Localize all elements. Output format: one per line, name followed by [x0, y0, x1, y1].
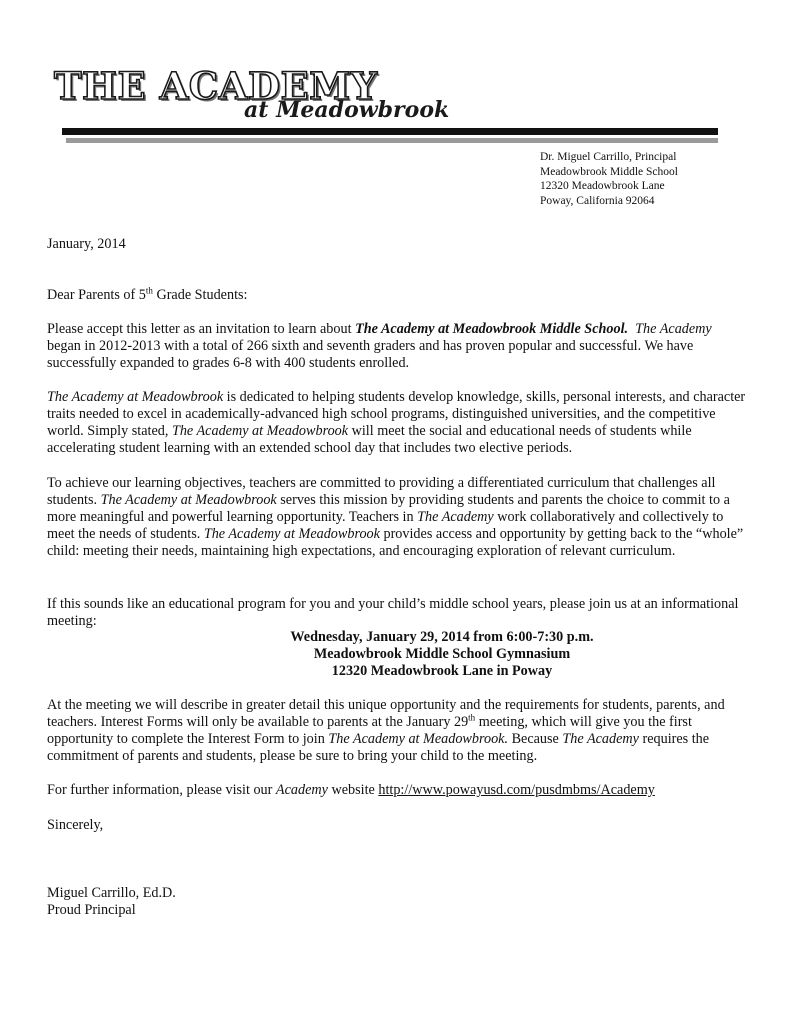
- p1-text-e: began in 2012-2013 with a total of 266 sixth and seventh graders and has proven popular and successful. We have successfully expanded to grades 6-8 with 400 students enrolled.: [47, 338, 694, 371]
- paragraph-mission: [47, 389, 747, 457]
- meeting-details: [47, 629, 791, 680]
- p1-academy-name: The Academy: [635, 321, 712, 337]
- p3-text-a: To achieve our learning objectives, teachers are committed to providing a differentiated curriculum that challenges all students.: [47, 475, 716, 508]
- p5-sup: th: [468, 712, 476, 723]
- p5-academy-name-c: The Academy at Meadowbrook.: [328, 731, 509, 747]
- letter-date: January, 2014: [47, 236, 126, 252]
- paragraph-invitation: If this sounds like an educational program for you and your child’s middle school years, please join us at an informational meeting:: [47, 596, 739, 629]
- p1-school-name: The Academy at Meadowbrook Middle School.: [355, 321, 629, 337]
- p3-academy-name-d: The Academy: [417, 509, 494, 525]
- academy-website-link[interactable]: http://www.powayusd.com/pusdmbms/Academy: [378, 782, 655, 798]
- p5-text-d: Because: [508, 731, 563, 747]
- p1-text-a: Please accept this letter as an invitation to learn about: [47, 321, 356, 337]
- paragraph-intro: [47, 321, 747, 372]
- paragraph-meeting-info: [47, 697, 747, 765]
- paragraph-objectives: [47, 475, 747, 560]
- p3-text-g: provides access and opportunity by getting back to the “whole” child: meeting their needs, maintaining high expectations, and encouraging exploration of relevant curriculum.: [47, 526, 744, 559]
- header-rule-thick: [62, 128, 718, 135]
- meeting-venue: Meadowbrook Middle School Gymnasium: [313, 646, 571, 662]
- p5-academy-name-e: The Academy: [562, 731, 639, 747]
- address-line-1: Dr. Miguel Carrillo, Principal: [540, 151, 677, 163]
- p2-text-d: will meet the social and educational needs of students while accelerating student learning with an extended school day that includes two elective periods.: [47, 423, 692, 456]
- salutation-sup: th: [145, 285, 153, 296]
- p5-text-a: At the meeting we will describe in greater detail this unique opportunity and the requirements for students, parents, and teachers. Interest Forms will only be available to parents at the January 29: [47, 697, 725, 730]
- meeting-date-time: Wednesday, January 29, 2014 from 6:00-7:30 p.m.: [290, 629, 594, 645]
- p3-academy-name-f: The Academy at Meadowbrook: [203, 526, 380, 542]
- p6-text-c: website: [327, 782, 379, 798]
- header-rule-shadow: [66, 138, 718, 143]
- address-line-3: 12320 Meadowbrook Lane: [540, 180, 665, 192]
- p2-text-b: is dedicated to helping students develop knowledge, skills, personal interests, and character traits needed to excel in academically-advanced high school programs, distinguished universities, and the competitive world. Simply stated,: [47, 389, 746, 439]
- sender-address: [540, 150, 678, 208]
- p3-academy-name-b: The Academy at Meadowbrook: [100, 492, 277, 508]
- p5-text-b: meeting, which will give you the first opportunity to complete the Interest Form to join: [47, 714, 692, 747]
- p3-text-e: work collaboratively and collectively to meet the needs of students.: [47, 509, 724, 542]
- p3-text-c: serves this mission by providing students and parents the choice to commit to a more meaningful and powerful learning opportunity. Teachers in: [47, 492, 730, 525]
- academy-logo: [54, 66, 454, 126]
- salutation-pre: Dear Parents of 5: [47, 287, 146, 303]
- salutation-post: Grade Students:: [152, 287, 248, 303]
- address-line-2: Meadowbrook Middle School: [540, 165, 678, 178]
- p6-academy-word: Academy: [275, 782, 328, 798]
- signature-title: Proud Principal: [47, 902, 136, 918]
- closing: Sincerely,: [47, 817, 104, 833]
- p6-text-a: For further information, please visit our: [47, 782, 276, 798]
- logo-main-text: THE ACADEMY: [54, 64, 378, 108]
- salutation: [47, 287, 747, 304]
- meeting-address: 12320 Meadowbrook Lane in Poway: [331, 663, 553, 679]
- p2-academy-name-a: The Academy at Meadowbrook: [47, 389, 224, 405]
- p2-academy-name-c: The Academy at Meadowbrook: [171, 423, 349, 439]
- logo-sub-text: at Meadowbrook: [244, 97, 450, 123]
- address-line-4: Poway, California 92064: [540, 194, 655, 207]
- p5-text-f: requires the commitment of parents and students, please be sure to bring your child to the meeting.: [47, 731, 710, 764]
- signature-name: Miguel Carrillo, Ed.D.: [47, 885, 176, 901]
- paragraph-website: [47, 782, 747, 799]
